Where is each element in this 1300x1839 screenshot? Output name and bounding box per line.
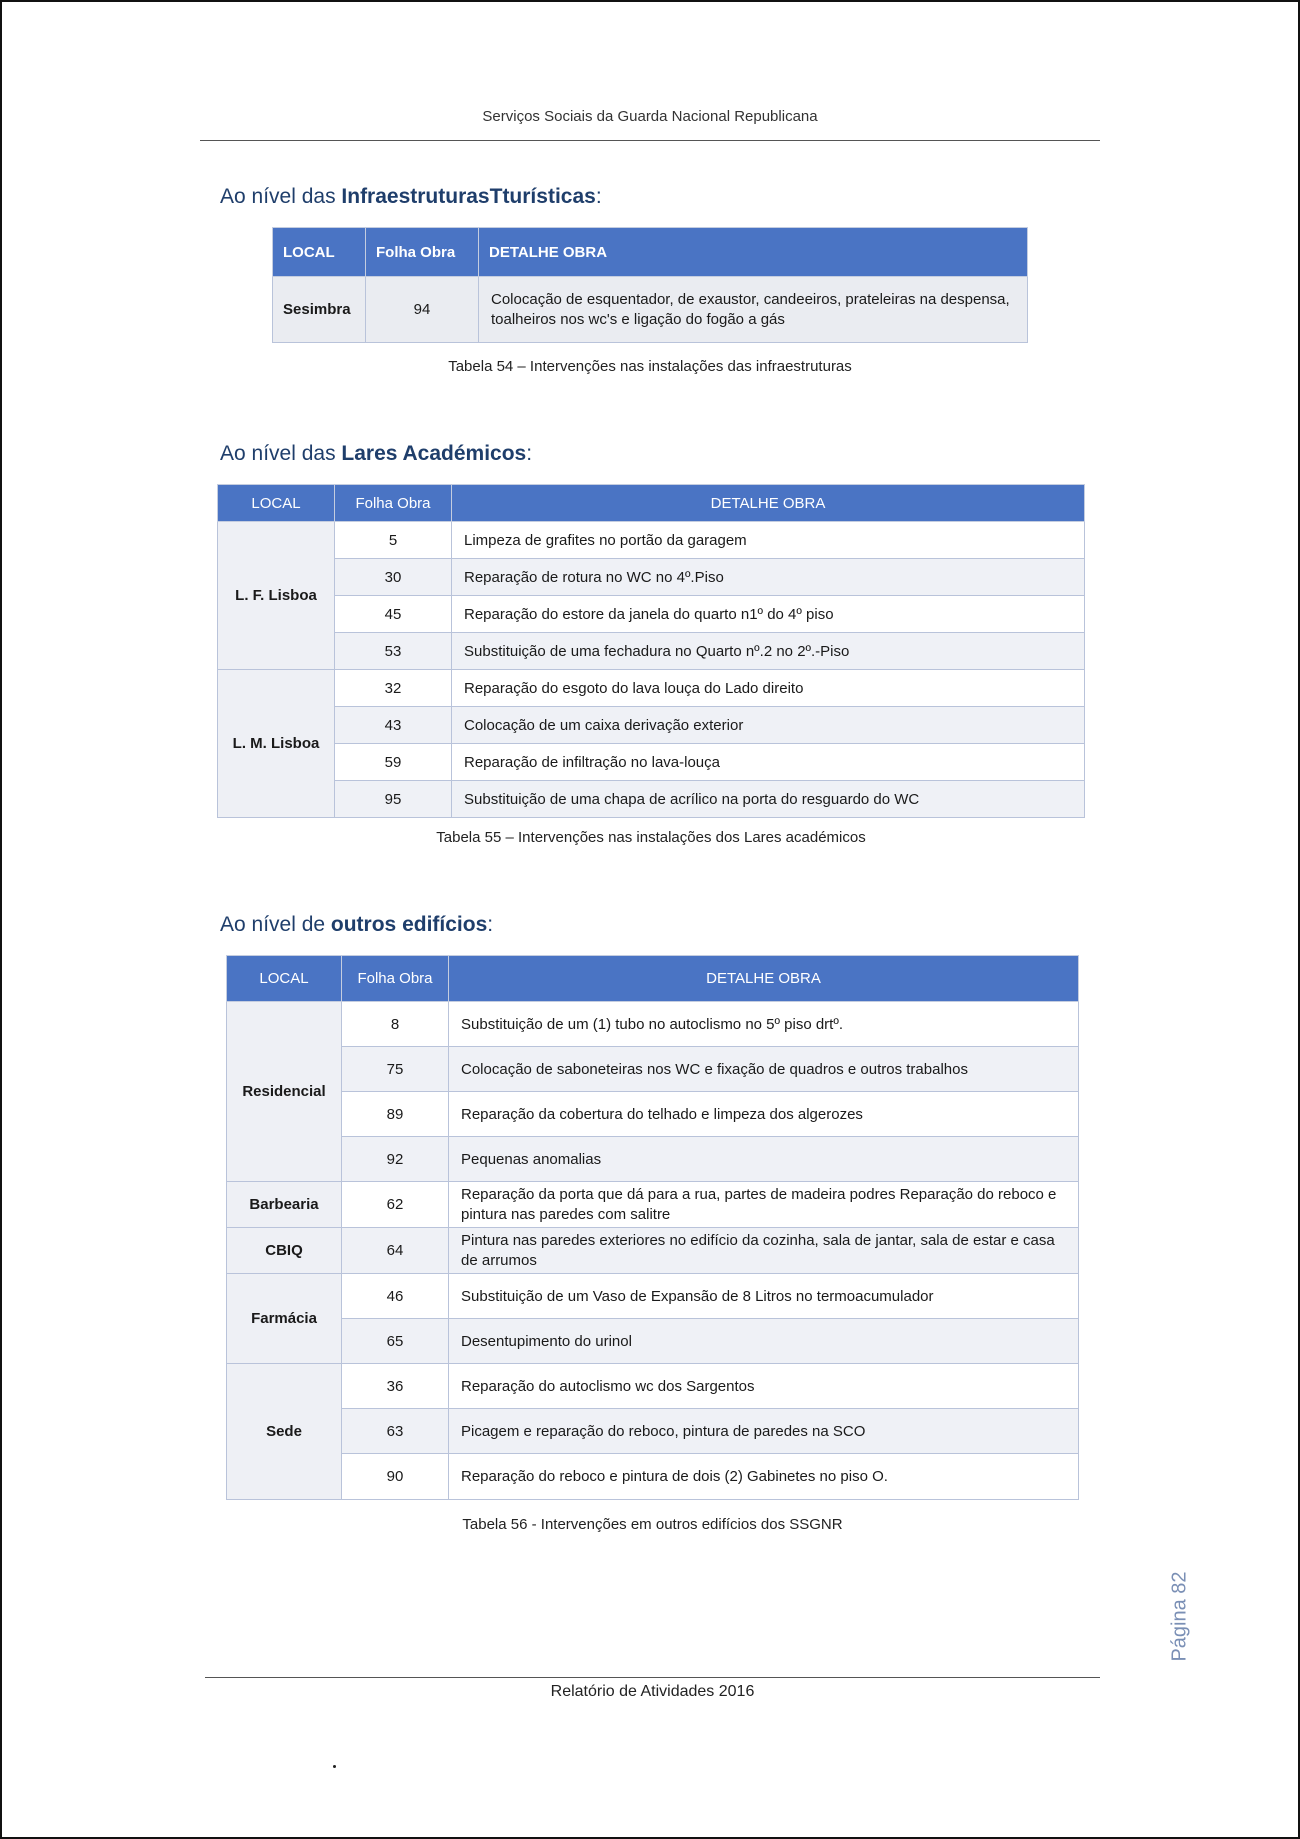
table-row [227,1137,1079,1182]
cell-local: Sesimbra [273,277,366,343]
page-number-label: Página 82 [1168,1571,1191,1662]
cell-folha: 94 [366,277,479,343]
cell-folha: 89 [342,1092,449,1137]
cell-folha: 36 [342,1364,449,1409]
cell-detalhe: Picagem e reparação do reboco, pintura de paredes na SCO [449,1409,1079,1454]
col-header-local: LOCAL [218,485,335,522]
running-header: Serviços Sociais da Guarda Nacional Republicana [482,108,818,125]
cell-detalhe: Reparação do autoclismo wc dos Sargentos [449,1364,1079,1409]
table-row [218,559,1085,596]
table-row [273,277,1028,343]
table-row [227,1002,1079,1047]
caption-table-56: Tabela 56 - Intervenções em outros edifícios dos SSGNR [462,1516,843,1533]
cell-detalhe: Reparação da cobertura do telhado e limpeza dos algerozes [449,1092,1079,1137]
table-row [227,1092,1079,1137]
table-row [227,1364,1079,1409]
cell-folha: 63 [342,1409,449,1454]
section-title-bold: Lares Académicos [341,442,527,465]
footer-rule [205,1677,1100,1678]
table-row [218,596,1085,633]
cell-detalhe: Limpeza de grafites no portão da garagem [452,522,1085,559]
section-title-prefix: Ao nível das [220,442,342,465]
cell-detalhe: Reparação de rotura no WC no 4º.Piso [452,559,1085,596]
cell-detalhe: Pequenas anomalias [449,1137,1079,1182]
col-header-folha: Folha Obra [366,228,479,277]
cell-folha: 43 [335,707,452,744]
side-page-number [1150,1560,1210,1680]
cell-detalhe: Pintura nas paredes exteriores no edifício da cozinha, sala de jantar, sala de estar e casa de arrumos [449,1228,1079,1274]
cell-detalhe: Colocação de saboneteiras nos WC e fixação de quadros e outros trabalhos [449,1047,1079,1092]
section-title-suffix: : [487,913,494,936]
cell-folha: 53 [335,633,452,670]
cell-detalhe: Substituição de um (1) tubo no autoclismo no 5º piso drtº. [449,1002,1079,1047]
table-56 [226,955,1079,1500]
cell-local-group: L. M. Lisboa [218,670,335,818]
cell-detalhe: Substituição de um Vaso de Expansão de 8 Litros no termoacumulador [449,1274,1079,1319]
col-header-local: LOCAL [227,956,342,1002]
cell-folha: 5 [335,522,452,559]
cell-local-group: Residencial [227,1002,342,1182]
col-header-folha: Folha Obra [342,956,449,1002]
cell-local-group: CBIQ [227,1228,342,1274]
scan-speck [333,1765,336,1768]
table-row [218,633,1085,670]
section-title-infraestruturas [220,185,602,209]
cell-folha: 45 [335,596,452,633]
section-title-outros [220,913,493,937]
col-header-folha: Folha Obra [335,485,452,522]
cell-folha: 30 [335,559,452,596]
cell-folha: 64 [342,1228,449,1274]
table-header-row [273,228,1028,277]
cell-folha: 92 [342,1137,449,1182]
table-54 [272,227,1028,343]
section-title-bold: outros edifícios [330,913,488,936]
cell-detalhe: Substituição de uma fechadura no Quarto nº.2 no 2º.-Piso [452,633,1085,670]
cell-detalhe: Reparação da porta que dá para a rua, partes de madeira podres Reparação do reboco e pintura nas paredes com salitre [449,1182,1079,1228]
col-header-detalhe: DETALHE OBRA [479,228,1028,277]
table-row [227,1047,1079,1092]
section-title-prefix: Ao nível das [220,185,342,208]
table-header-row [227,956,1079,1002]
cell-detalhe: Colocação de esquentador, de exaustor, candeeiros, prateleiras na despensa, toalheiros nos wc's e ligação do fogão a gás [479,277,1028,343]
cell-local-group: L. F. Lisboa [218,522,335,670]
table-row [227,1319,1079,1364]
cell-folha: 90 [342,1454,449,1500]
section-title-lares [220,442,532,466]
cell-folha: 95 [335,781,452,818]
cell-detalhe: Colocação de um caixa derivação exterior [452,707,1085,744]
cell-folha: 32 [335,670,452,707]
col-header-detalhe: DETALHE OBRA [449,956,1079,1002]
cell-detalhe: Reparação do estore da janela do quarto n1º do 4º piso [452,596,1085,633]
section-title-bold: InfraestruturasTturísticas [341,185,596,208]
cell-detalhe: Reparação do reboco e pintura de dois (2) Gabinetes no piso O. [449,1454,1079,1500]
cell-folha: 62 [342,1182,449,1228]
section-title-suffix: : [595,185,602,208]
table-row [227,1409,1079,1454]
col-header-detalhe: DETALHE OBRA [452,485,1085,522]
cell-folha: 75 [342,1047,449,1092]
section-title-prefix: Ao nível de [220,913,331,936]
col-header-local: LOCAL [273,228,366,277]
cell-folha: 8 [342,1002,449,1047]
caption-table-54: Tabela 54 – Intervenções nas instalações das infraestruturas [448,358,852,375]
cell-detalhe: Substituição de uma chapa de acrílico na porta do resguardo do WC [452,781,1085,818]
section-title-suffix: : [526,442,533,465]
footer-text: Relatório de Atividades 2016 [550,1683,755,1700]
cell-local-group: Sede [227,1364,342,1500]
cell-detalhe: Reparação de infiltração no lava-louça [452,744,1085,781]
table-row [227,1274,1079,1319]
caption-table-55: Tabela 55 – Intervenções nas instalações dos Lares académicos [436,829,866,846]
table-55 [217,484,1085,818]
cell-detalhe: Desentupimento do urinol [449,1319,1079,1364]
cell-folha: 59 [335,744,452,781]
header-rule [200,140,1100,141]
table-row [218,522,1085,559]
table-row [227,1182,1079,1228]
table-row [218,781,1085,818]
table-row [218,670,1085,707]
cell-detalhe: Reparação do esgoto do lava louça do Lado direito [452,670,1085,707]
table-header-row [218,485,1085,522]
table-row [227,1454,1079,1500]
cell-folha: 65 [342,1319,449,1364]
cell-local-group: Farmácia [227,1274,342,1364]
table-row [218,707,1085,744]
table-row [227,1228,1079,1274]
cell-local-group: Barbearia [227,1182,342,1228]
table-row [218,744,1085,781]
cell-folha: 46 [342,1274,449,1319]
